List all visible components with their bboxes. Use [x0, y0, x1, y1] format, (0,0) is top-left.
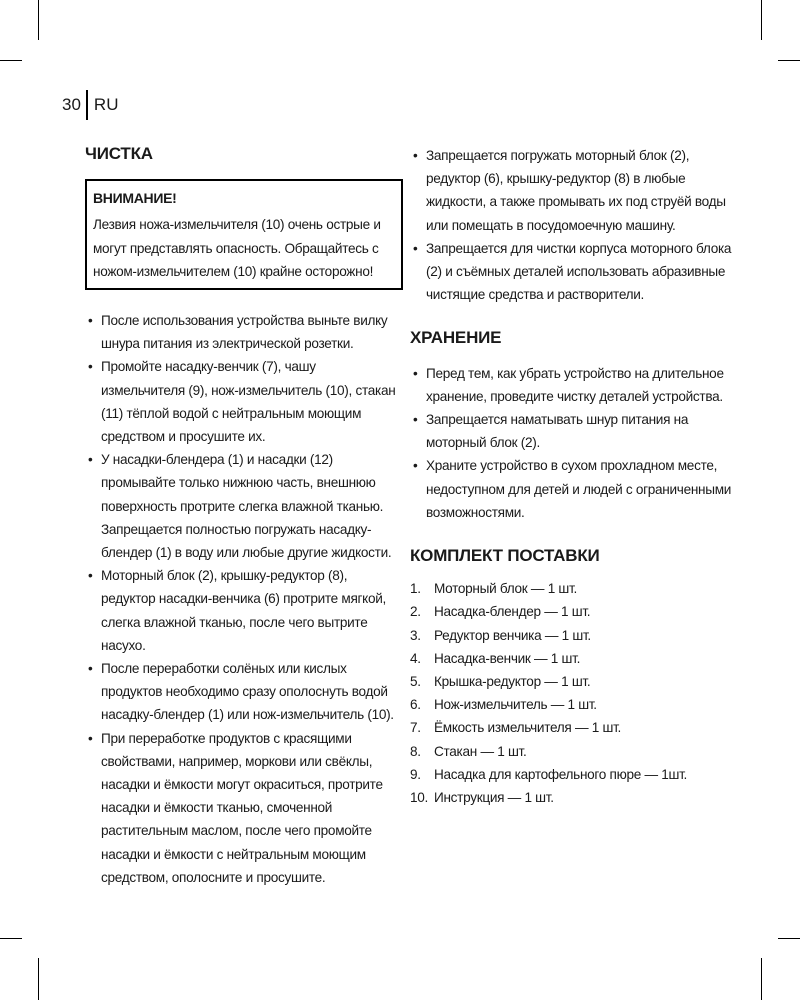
list-item: • Запрещается наматывать шнур питания на моторный блок (2).: [410, 408, 738, 454]
list-item: 9. Насадка для картофельного пюре — 1шт.: [410, 766, 688, 782]
right-column: [410, 144, 738, 809]
warning-box: [85, 179, 403, 290]
list-item: • После переработки солёных или кислых продуктов необходимо сразу ополоснуть водой насадку-блендер (1) или нож-измельчитель (10).: [85, 657, 403, 727]
package-title: КОМПЛЕКТ ПОСТАВКИ: [410, 546, 600, 566]
list-item: • После использования устройства выньте вилку шнура питания из электрической розетки.: [85, 309, 403, 355]
crop-mark: [761, 958, 762, 1000]
page-header: [62, 90, 118, 120]
list-item: • Моторный блок (2), крышку-редуктор (8), редуктор насадки-венчика (6) протрите мягкой, слегка влажной тканью, после чего вытрите насухо.: [85, 564, 403, 657]
crop-mark: [761, 0, 762, 40]
cleaning-list: [85, 309, 403, 889]
list-item: 1. Моторный блок — 1 шт.: [410, 581, 577, 597]
warning-title: ВНИМАНИЕ!: [93, 190, 177, 207]
list-item: 2. Насадка-блендер — 1 шт.: [410, 604, 591, 620]
storage-title: ХРАНЕНИЕ: [410, 328, 502, 348]
left-column: [85, 142, 403, 889]
list-item: 6. Нож-измельчитель — 1 шт.: [410, 697, 597, 713]
list-item: • У насадки-блендера (1) и насадки (12) промывайте только нижнюю часть, внешнюю поверхность протрите слегка влажной тканью. Запрещается полностью погружать насадку-блендер (1) в воду или любые другие жидкости.: [85, 448, 403, 564]
list-item: 8. Стакан — 1 шт.: [410, 743, 527, 759]
list-item: 10. Инструкция — 1 шт.: [410, 790, 554, 806]
crop-mark: [778, 60, 800, 61]
list-item: 5. Крышка-редуктор — 1 шт.: [410, 674, 591, 690]
list-item: 3. Редуктор венчика — 1 шт.: [410, 627, 591, 643]
page-number: 30: [62, 95, 81, 114]
list-item: • При переработке продуктов с красящими свойствами, например, моркови или свёклы, насадки и ёмкости могут окраситься, протрите насадки и ёмкости тканью, смоченной растительным маслом, после чего промойте насадки и ёмкости с нейтральным моющим средством, ополосните и просушите.: [85, 727, 403, 889]
cleaning-title: ЧИСТКА: [85, 144, 153, 163]
list-item: • Перед тем, как убрать устройство на длительное хранение, проведите чистку деталей устройства.: [410, 362, 738, 408]
crop-mark: [38, 0, 39, 40]
crop-mark: [0, 60, 22, 61]
list-item: • Промойте насадку-венчик (7), чашу измельчителя (9), нож-измельчитель (10), стакан (11) тёплой водой с нейтральным моющим средством и просушите их.: [85, 355, 403, 448]
list-item: 4. Насадка-венчик — 1 шт.: [410, 650, 581, 666]
warning-text: Лезвия ножа-измельчителя (10) очень острые и могут представлять опасность. Обращайтесь с ножом-измельчителем (10) крайне осторожно!: [93, 217, 381, 279]
list-item: • Храните устройство в сухом прохладном месте, недоступном для детей и людей с ограниченными возможностями.: [410, 454, 738, 524]
list-item: 7. Ёмкость измельчителя — 1 шт.: [410, 720, 621, 736]
crop-mark: [778, 938, 800, 939]
header-divider: [86, 90, 88, 120]
crop-mark: [0, 938, 22, 939]
package-list: [410, 577, 738, 809]
crop-mark: [38, 958, 39, 1000]
list-item: • Запрещается для чистки корпуса моторного блока (2) и съёмных деталей использовать абразивные чистящие средства и растворители.: [410, 237, 738, 307]
language-code: RU: [93, 95, 119, 114]
cleaning-list-continued: [410, 144, 738, 306]
list-item: • Запрещается погружать моторный блок (2), редуктор (6), крышку-редуктор (8) в любые жидкости, а также промывать их под струёй воды или помещать в посудомоечную машину.: [410, 144, 738, 237]
storage-list: [410, 362, 738, 524]
